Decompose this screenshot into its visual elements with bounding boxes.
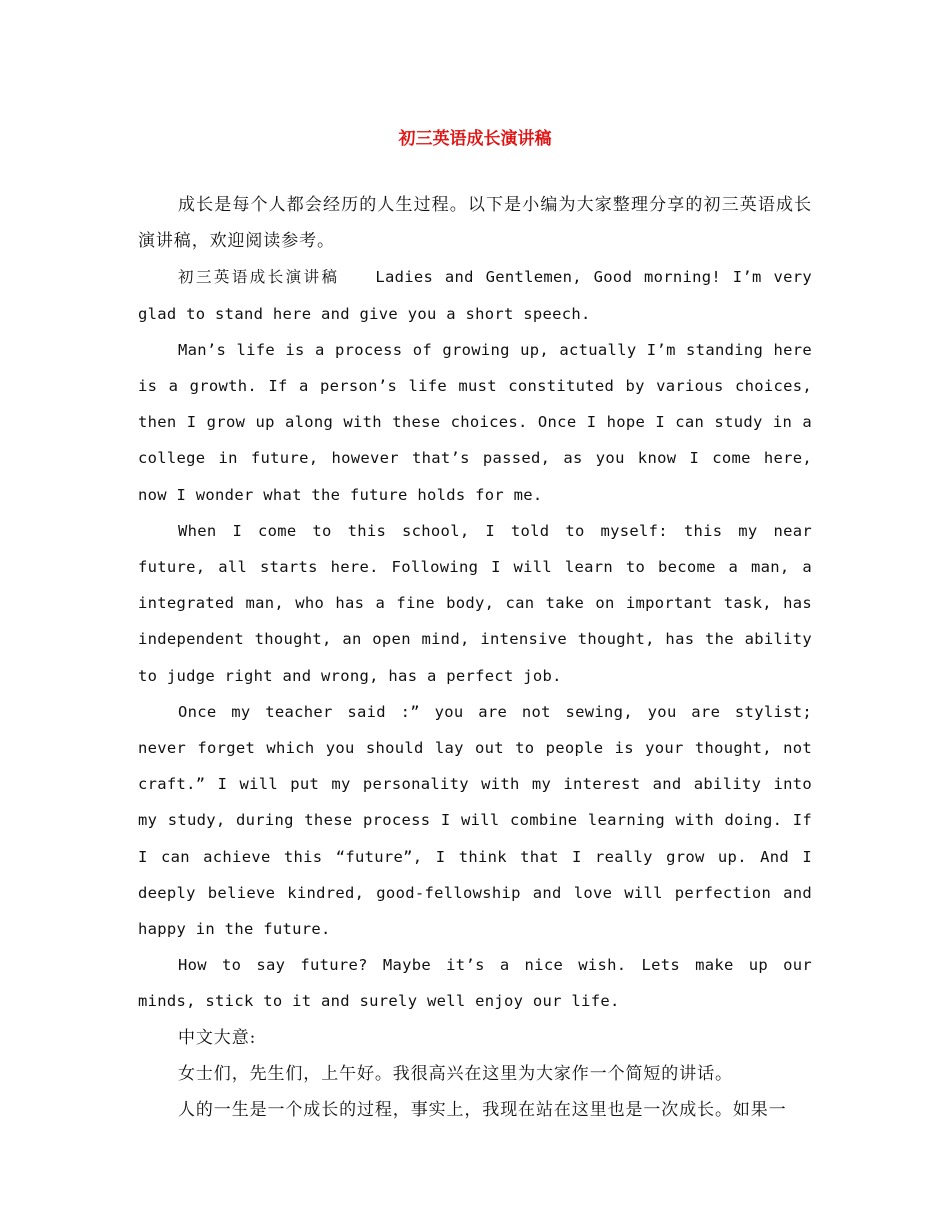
document-body <box>138 187 812 1128</box>
paragraph-chinese-heading: 中文大意: <box>178 1027 257 1048</box>
paragraph-future: How to say future? Maybe it’s a nice wish. Lets make up our minds, stick to it and surely well enjoy our life. <box>138 956 812 1011</box>
paragraph-teacher: Once my teacher said :” you are not sewing, you are stylist; never forget which you should lay out to people is your thought, not craft.” I will put my personality with my interest and ability into my study, during these process I will combine learning with doing. If I can achieve this “future”, I think that I really grow up. And I deeply believe kindred, good-fellowship and love will perfection and happy in the future. <box>138 702 812 939</box>
paragraph-greeting: 初三英语成长演讲稿 Ladies and Gentlemen, Good morning! I’m very glad to stand here and give you a short speech. <box>138 268 812 323</box>
paragraph-intro: 成长是每个人都会经历的人生过程。以下是小编为大家整理分享的初三英语成长演讲稿，欢迎阅读参考。 <box>138 195 812 252</box>
paragraph-growth: Man’s life is a process of growing up, actually I’m standing here is a growth. If a person’s life must constituted by various choices, then I grow up along with these choices. Once I hope I can study in a college in future, however that’s passed, as you know I come here, now I wonder what the future holds for me. <box>138 340 812 504</box>
paragraph-school: When I come to this school, I told to myself: this my near future, all starts here. Following I will learn to become a man, a integrated man, who has a fine body, can take on important task, has independent thought, an open mind, intensive thought, has the ability to judge right and wrong, has a perfect job. <box>138 521 812 685</box>
document-title: 初三英语成长演讲稿 <box>398 129 552 149</box>
paragraph-chinese-greeting: 女士们，先生们，上午好。我很高兴在这里为大家作一个简短的讲话。 <box>178 1063 733 1084</box>
paragraph-chinese-growth: 人的一生是一个成长的过程，事实上，我现在站在这里也是一次成长。如果一 <box>178 1100 787 1121</box>
